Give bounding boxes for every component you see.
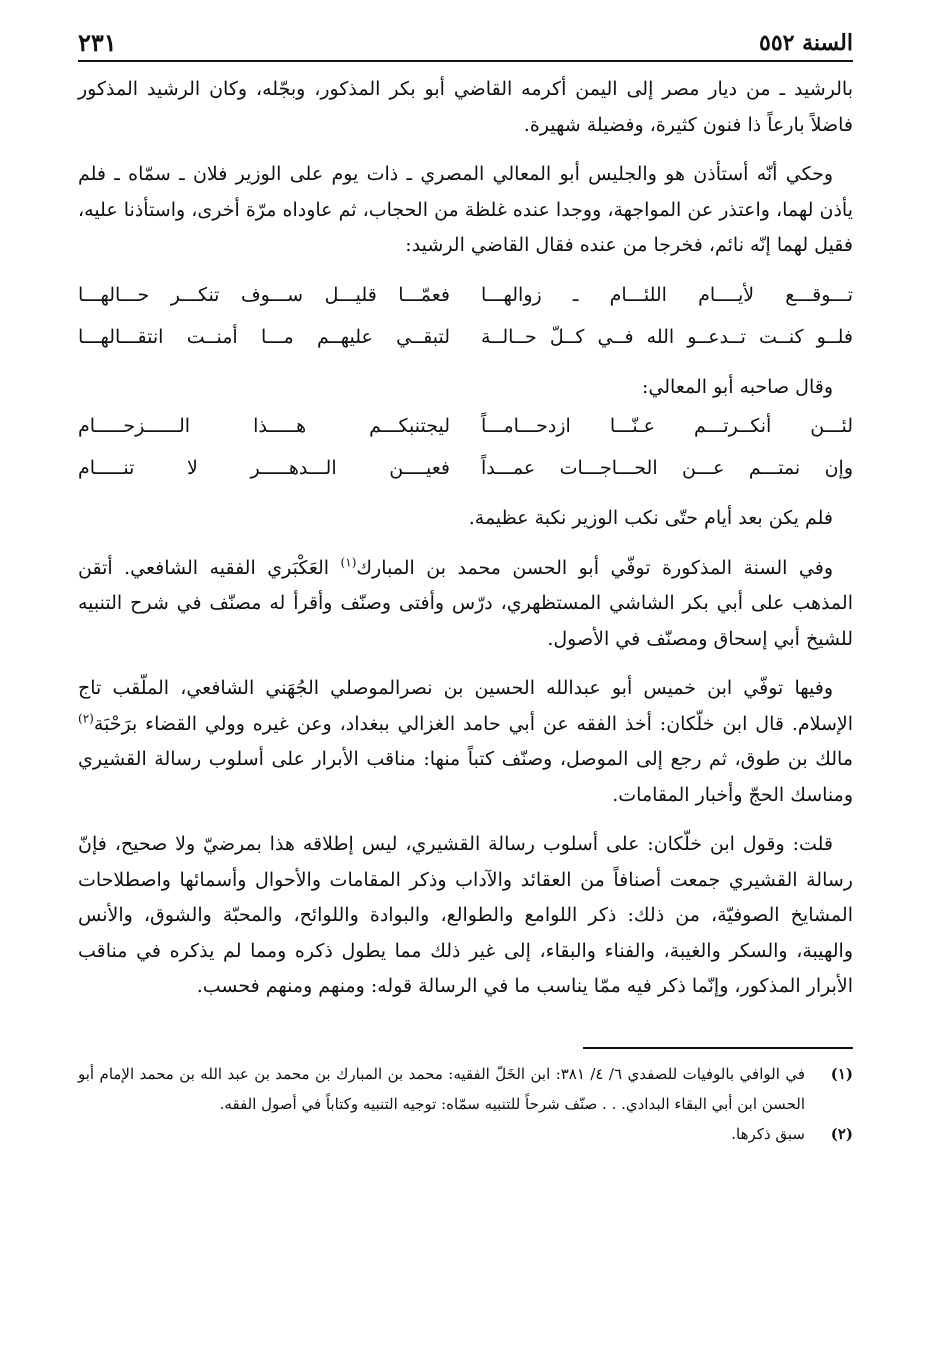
verse-second-hemistich: فعمّـــا قليـــل ســـوف تنكـــر حـــالهـــا [78, 283, 450, 306]
page-number: ٢٣١ [78, 28, 117, 57]
paragraph-rashid: بالرشيد ـ من ديار مصر إلى اليمن أكرمه القاضي أبو بكر المذكور، وبجّله، وكان الرشيد المذكور فاضلاً بارعاً ذا فنون كثيرة، وفضيلة شهيرة. [78, 78, 853, 136]
footnote-text: سبق ذكرها. [731, 1124, 805, 1143]
text-run: العَكْبَري الفقيه الشافعي. أتقن المذهب على أبي بكر الشاشي المستظهري، درّس وأفتى وصنّف وأقرأ له مصنّف في شرح التنبيه للشيخ أبي إسحاق ومصنّف في الأصول. [78, 556, 853, 650]
poem-abu-al-maali [78, 405, 853, 489]
footnote-ref: (١) [340, 555, 357, 570]
footnote-text: في الوافي بالوفيات للصفدي ٦/ ٤/ ٣٨١: ابن الخَلّ الفقيه: محمد بن المبارك بن محمد بن عبد الله بن محمد الإمام أبو الحسن ابن أبي البقاء البدادي. . . صنّف شرحاً للتنبيه سمّاه: توجيه التنبيه وكتاباً في أصول الفقه. [78, 1064, 805, 1113]
footnote-separator [583, 1047, 853, 1049]
verse [78, 447, 853, 489]
verse-second-hemistich: فعيــــن الـــدهـــــر لا تنـــــام [78, 457, 450, 479]
verse [78, 405, 853, 447]
text-run: وفي السنة المذكورة توفّي أبو الحسن محمد بن المبارك [356, 556, 834, 579]
footnote-ref: (٢) [78, 711, 94, 726]
poem-intro: وقال صاحبه أبو المعالي: [642, 375, 833, 398]
verse-first-hemistich: فلــو كنــت تــدعــو الله فــي كــلّ حــالــة [481, 325, 853, 348]
paragraph-after-poem: فلم يكن بعد أيام حتّى نكب الوزير نكبة عظيمة. [468, 507, 833, 529]
main-text [78, 72, 853, 1005]
paragraph-story: وحكي أنّه أستأذن هو والجليس أبو المعالي المصري ـ ذات يوم على الوزير فلان ـ سمّاه ـ فلم يأذن لهما، واعتذر عن المواجهة، ووجدا عنده غلظة من الحجاب، ثم عاوداه مرّة أخرى، واستأذنا عليه، فقيل لهما إنّه نائم، فخرجا من عنده فقال القاضي الرشيد: [78, 163, 853, 256]
verse-second-hemistich: ليجتنبكـــم هـــــذا الــــــزحـــــام [78, 415, 450, 437]
footnote-number: (٢) [830, 1124, 853, 1143]
poem-rashid [78, 274, 853, 358]
book-page [78, 30, 853, 1350]
verse-first-hemistich: تـــوقـــع لأيــــام اللئـــام ـ زوالهـــا [481, 283, 853, 306]
paragraph-ibn-khamis [78, 671, 853, 813]
footnote [78, 1119, 853, 1149]
paragraph-agbari [78, 551, 853, 658]
text-run: مالك بن طوق، ثم رجع إلى الموصل، وصنّف كتباً منها: مناقب الأبرار على أسلوب رسالة القشيري ومناسك الحجّ وأخبار المقامات. [78, 748, 853, 806]
footnote-number: (١) [830, 1064, 853, 1083]
paragraph-qultu: قلت: وقول ابن خلّكان: على أسلوب رسالة القشيري، ليس إطلاقه هذا بمرضيّ ولا صحيح، فإنّ رسالة القشيري جمعت أصنافاً من العقائد والآداب وذكر المقامات والأحوال وأسمائها واصطلاحات المشايخ الصوفيّة، من ذلك: ذكر اللوامع والطوالع، والبوادة واللوائح، والمحبّة والشوق، والأنس والهيبة، والسكر والغيبة، والفناء والبقاء، إلى غير ذلك مما يطول ذكره ومما لم يذكره في مناقب الأبرار المذكور، وإنّما ذكر فيه ممّا يناسب ما في الرسالة قوله: ومنهم ومنهم فحسب. [78, 833, 853, 997]
verse [78, 274, 853, 316]
footnotes [78, 1059, 853, 1149]
text-run: وفيها توفّي ابن خميس أبو عبدالله الحسين بن نصرالموصلي الجُهَني الشافعي، الملّقب تاج الإسلام. قال ابن خلّكان: أخذ الفقه عن أبي حامد الغزالي ببغداد، وعن غيره وولي القضاء برَحْبَة [78, 677, 853, 735]
page-header [78, 30, 853, 62]
verse-first-hemistich: وإن نمتـــم عـــن الحـــاجـــات عمـــداً [481, 457, 853, 479]
running-title: السنة ٥٥٢ [759, 30, 853, 56]
verse-first-hemistich: لئـــن أنكــرتـــم عـنّـــا ازدحـــامـــاً [481, 415, 853, 437]
verse [78, 316, 853, 358]
footnote [78, 1059, 853, 1119]
verse-second-hemistich: لتبقــي عليهــم مـــا أمنــت انتقـــالهـــا [78, 325, 450, 348]
